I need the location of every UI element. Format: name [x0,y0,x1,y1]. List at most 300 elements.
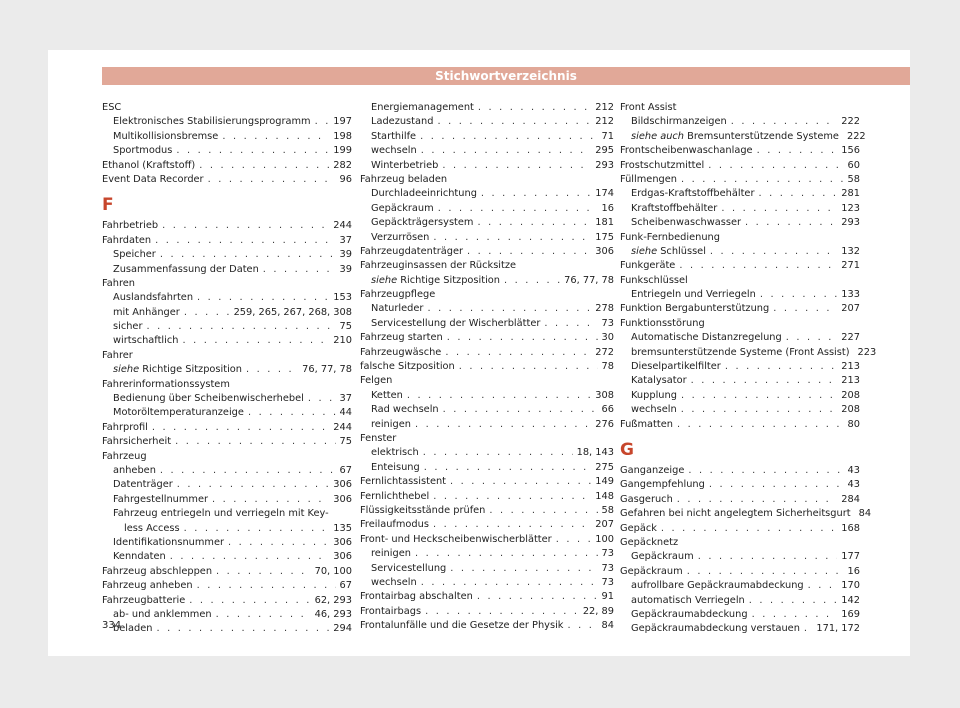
section-title: Stichwortverzeichnis [435,69,577,83]
index-term-text: wechseln [371,576,417,588]
dot-leader [681,389,837,403]
index-entry [360,259,614,273]
index-term-text: Richtige Sitzposition [142,364,242,376]
index-term-text: Funktionsstörung [620,317,705,329]
dot-leader [450,475,591,489]
index-term [631,360,721,374]
dot-leader [175,435,335,449]
dot-leader [677,493,838,507]
index-term-text: Identifikationsnummer [113,536,225,548]
index-entry [620,274,860,288]
index-term [620,522,657,536]
page-reference: 76, 77, 78 [564,274,614,286]
index-term [371,576,417,590]
index-entry [102,464,352,478]
index-entry [360,619,614,633]
index-term [620,144,753,158]
page-reference: 18, 143 [576,447,614,459]
index-term [360,518,429,532]
index-term [360,533,552,547]
index-entry [102,219,352,233]
index-term-text: wirtschaftlich [113,335,179,347]
index-term-text: Durchladeeinrichtung [371,188,477,200]
see-reference: siehe auch [631,130,685,142]
index-entry [620,579,860,593]
dot-leader [677,418,844,432]
page-reference: 244 [333,421,352,433]
index-term-text: Fahrdaten [102,234,152,246]
index-term-text: Kenndaten [113,551,166,563]
page-reference: 84 [601,620,614,632]
index-term-text: elektrisch [371,447,419,459]
page-reference: 207 [841,303,860,315]
index-term-text: Fahrer [102,349,133,361]
index-term [371,130,416,144]
index-term-text: anheben [113,464,156,476]
index-term-text: Fernlichthebel [360,490,430,502]
index-entry [102,234,352,248]
index-entry [360,461,614,475]
index-entry [620,115,860,129]
index-entry [620,288,860,302]
index-term [620,302,769,316]
page-reference: 43 [847,464,860,476]
index-term [631,346,850,360]
index-term [113,608,212,622]
dot-leader [757,144,838,158]
index-term [102,234,151,248]
index-entry [360,590,614,604]
page-reference: 222 [841,116,860,128]
index-term-text: Frontairbag abschalten [360,591,473,603]
page-reference: 96 [339,173,352,185]
index-entry [360,504,614,518]
dot-leader [177,478,330,492]
dot-leader [433,518,591,532]
dot-leader [447,331,598,345]
page-reference: 73 [601,562,614,574]
index-term [631,288,756,302]
index-term [620,493,673,507]
index-term-text: Zusammenfassung der Daten [113,263,259,275]
page-reference: 306 [333,479,352,491]
index-entry [620,245,860,259]
dot-leader [477,590,598,604]
dot-leader [427,302,591,316]
index-term [113,144,172,158]
index-term [631,202,717,216]
page-reference: 308 [595,389,614,401]
index-term [371,403,439,417]
dot-leader [199,159,329,173]
index-term [371,202,434,216]
index-term-text: Gepäck [620,522,657,534]
dot-leader [228,536,329,550]
page-reference: 156 [841,145,860,157]
dot-leader [424,461,592,475]
dot-leader [760,288,837,302]
page-reference: 43 [847,479,860,491]
index-term-text: Servicestellung [371,562,447,574]
index-term [360,619,563,633]
index-term-text: Energiemanagement [371,102,474,113]
index-term-text: Funkschlüssel [620,274,688,286]
dot-leader [758,187,837,201]
index-term-text: Funkgeräte [620,260,676,272]
dot-leader [708,159,843,173]
dot-leader [691,374,838,388]
index-term [371,547,411,561]
page-reference: 198 [333,130,352,142]
page-reference: 62, 293 [314,594,352,606]
dot-leader [567,619,597,633]
index-term [620,478,705,492]
index-term-text: Erdgas-Kraftstoffbehälter [631,188,755,200]
index-term [631,374,687,388]
index-term [360,475,446,489]
index-term [113,263,259,277]
dot-leader [184,306,230,320]
dot-leader [162,219,329,233]
index-term-text: Flüssigkeitsstände prüfen [360,504,486,516]
dot-leader [688,464,843,478]
index-term [360,504,485,518]
index-entry [102,248,352,262]
index-term-text: Scheibenwaschwasser [631,217,742,229]
index-entry [620,622,860,636]
index-entry [102,579,352,593]
index-entry [102,536,352,550]
index-term-text: bremsunterstützende Systeme (Front Assist) [631,346,850,358]
dot-leader [725,360,837,374]
index-term [620,507,851,521]
index-entry [102,306,352,320]
index-entry [620,403,860,417]
dot-leader [155,234,335,248]
page-reference: 46, 293 [314,608,352,620]
index-entry [360,245,614,259]
index-term [102,579,193,593]
dot-leader [721,202,837,216]
index-entry [360,216,614,230]
index-term-text: Fahrbetrieb [102,220,159,232]
page-reference: 294 [333,623,352,635]
index-term-text: Kupplung [631,389,677,401]
index-entry [360,403,614,417]
dot-leader [160,248,336,262]
index-term [113,334,178,348]
index-term-text: Gepäcknetz [620,536,679,548]
index-term [113,406,244,420]
index-term-text: Fahrzeug anheben [102,580,193,592]
page-reference: 16 [601,202,614,214]
index-entry [360,317,614,331]
dot-leader [698,550,838,564]
index-term-text: Funk-Fernbedienung [620,231,720,243]
page-reference: 132 [841,245,860,257]
index-term [113,493,208,507]
dot-leader [681,173,844,187]
index-term [371,389,403,403]
page-reference: 16 [847,565,860,577]
page-number: 334 [102,620,122,631]
index-term-text: Fahren [102,277,135,289]
index-entry [102,450,352,464]
index-term-text: reinigen [371,548,411,560]
index-term-text: Ganganzeige [620,464,685,476]
section-header [102,67,910,85]
page-reference: 227 [841,332,860,344]
index-term [360,360,455,374]
index-term-text: Starthilfe [371,130,417,142]
dot-leader [415,547,598,561]
index-term-text: Füllmengen [620,173,677,185]
dot-leader [415,418,591,432]
index-entry [620,187,860,201]
index-term-text: Fahrzeug entriegeln und verriegeln mit Key- [113,508,329,520]
index-term [113,464,156,478]
index-term-text: less Access [124,522,180,534]
index-term-text: Freilaufmodus [360,519,429,531]
index-term-text: Fahrerinformationssystem [102,378,230,390]
index-term [102,594,185,608]
index-term-text: Fahrzeug beladen [360,173,448,185]
page-reference: 123 [841,202,860,214]
index-term-text: Datenträger [113,479,173,491]
index-entry [102,291,352,305]
index-entry [102,507,352,521]
index-entry [620,159,860,173]
index-entry [102,363,352,377]
index-entry [360,101,614,115]
page-reference: 222 [846,130,866,142]
dot-leader [450,562,597,576]
index-term [113,248,156,262]
index-term [371,274,500,288]
index-term-text: Fahrzeug [102,450,147,462]
index-entry [620,389,860,403]
index-term [631,130,839,144]
index-term [371,187,477,201]
index-entry [102,522,352,536]
index-term-text: Richtige Sitzposition [400,274,500,286]
index-term [631,594,745,608]
page-reference: 149 [595,476,614,488]
dot-leader [420,130,597,144]
page-reference: 80 [847,418,860,430]
dot-leader [556,533,592,547]
dot-leader [687,565,844,579]
dot-leader [773,302,837,316]
index-entry [102,159,352,173]
page-reference: 306 [333,551,352,563]
index-term [631,187,754,201]
page-reference: 175 [595,231,614,243]
page-reference: 58 [847,173,860,185]
page-reference: 37 [339,393,352,405]
index-term [113,550,166,564]
page-reference: 78 [601,361,614,373]
index-term [102,565,212,579]
index-term-text: Funktion Bergabunterstützung [620,303,770,315]
index-term-text: Gefahren bei nicht angelegtem Sicherheitsgurt [620,508,851,520]
index-term-text: Gangempfehlung [620,479,705,491]
index-entry [102,435,352,449]
index-entry [620,608,860,622]
page-reference: 272 [595,346,614,358]
index-term [360,605,421,619]
dot-leader [216,565,311,579]
index-entry [360,475,614,489]
dot-leader [477,216,591,230]
index-entry [360,533,614,547]
dot-leader [489,504,597,518]
page-reference: 212 [595,116,614,128]
page-reference: 22, 89 [582,605,614,617]
index-term [113,363,242,377]
dot-leader [184,522,330,536]
index-entry [360,605,614,619]
index-term [113,392,304,406]
index-entry [620,302,860,316]
dot-leader [709,478,844,492]
page-reference: 75 [339,436,352,448]
index-term [102,173,204,187]
index-term-text: Front- und Heckscheibenwischerblätter [360,533,552,545]
index-entry [620,493,860,507]
index-entry [620,173,860,187]
index-entry [620,536,860,550]
index-term-text: Event Data Recorder [102,173,204,185]
dot-leader [478,101,591,115]
dot-leader [170,550,330,564]
page-reference: 271 [841,260,860,272]
index-entry [102,130,352,144]
index-entry [360,547,614,561]
index-term-text: sicher [113,321,143,333]
page-reference: 70, 100 [314,565,352,577]
index-entry [102,144,352,158]
index-term-text: reinigen [371,418,411,430]
index-term [371,101,474,115]
index-term [113,291,193,305]
dot-leader [222,130,329,144]
index-entry [360,274,614,288]
index-entry [102,550,352,564]
index-entry [360,130,614,144]
index-entry [360,374,614,388]
index-term-text: wechseln [371,145,417,157]
page-reference: 213 [841,361,860,373]
index-term-text: wechseln [631,404,677,416]
page-reference: 210 [333,335,352,347]
page-reference: 135 [333,522,352,534]
dot-leader [681,403,838,417]
index-entry [102,565,352,579]
page-reference: 174 [595,188,614,200]
index-term-text: Ethanol (Kraftstoff) [102,159,196,171]
index-term-text: Fahrzeugwäsche [360,346,442,358]
index-term [631,331,782,345]
index-term-text: Winterbetrieb [371,159,439,171]
index-entry [620,202,860,216]
page-reference: 306 [333,536,352,548]
dot-leader [421,144,592,158]
index-entry [102,349,352,363]
index-entry [620,317,860,331]
index-entry [360,518,614,532]
page-reference: 58 [601,504,614,516]
page-reference: 212 [595,102,614,113]
index-term-text: Fahrzeuginsassen der Rücksitze [360,260,517,272]
page-reference: 278 [595,303,614,315]
index-term-text: Sportmodus [113,145,173,157]
index-term [620,565,683,579]
dot-leader [197,291,329,305]
index-entry [620,216,860,230]
index-term [631,115,727,129]
index-term [371,144,417,158]
index-term [631,245,706,259]
dot-leader [176,144,329,158]
index-term-text: Fahrzeug abschleppen [102,565,213,577]
index-term-text: Front Assist [620,102,677,113]
index-term [113,306,180,320]
dot-leader [423,446,573,460]
index-term [102,435,171,449]
index-term-text: Multikollisionsbremse [113,130,219,142]
index-term-text: Auslandsfahrten [113,292,194,304]
index-term-text: Servicestellung der Wischerblätter [371,317,541,329]
index-term-text: mit Anhänger [113,306,180,318]
dot-leader [661,522,837,536]
page-reference: 73 [601,317,614,329]
index-entry [102,320,352,334]
index-term-text: Ketten [371,389,403,401]
index-entry [620,374,860,388]
index-term [360,331,443,345]
index-term-text: Fahrzeug starten [360,332,443,344]
index-term-text: Verzurrösen [371,231,430,243]
index-term-text: falsche Sitzposition [360,361,455,373]
page-reference: 148 [595,490,614,502]
index-entry [620,522,860,536]
page-reference: 293 [841,217,860,229]
page-reference: 208 [841,389,860,401]
page-reference: 223 [857,346,877,358]
index-term-text: Fenster [360,432,397,444]
index-entry [102,277,352,291]
index-term [631,622,800,636]
dot-leader [467,245,591,259]
index-term-text: Kraftstoffbehälter [631,202,718,214]
index-entry [360,144,614,158]
index-term [360,590,473,604]
dot-leader [808,579,838,593]
dot-leader [437,115,591,129]
dot-leader [212,493,329,507]
index-term [620,159,704,173]
index-term [113,478,173,492]
index-entry [620,259,860,273]
page-reference: 66 [601,404,614,416]
dot-leader [786,331,838,345]
dot-leader [433,490,591,504]
dot-leader [752,608,838,622]
index-entry [360,288,614,302]
index-term [631,550,694,564]
index-term-text: Fahrzeugpflege [360,289,436,301]
